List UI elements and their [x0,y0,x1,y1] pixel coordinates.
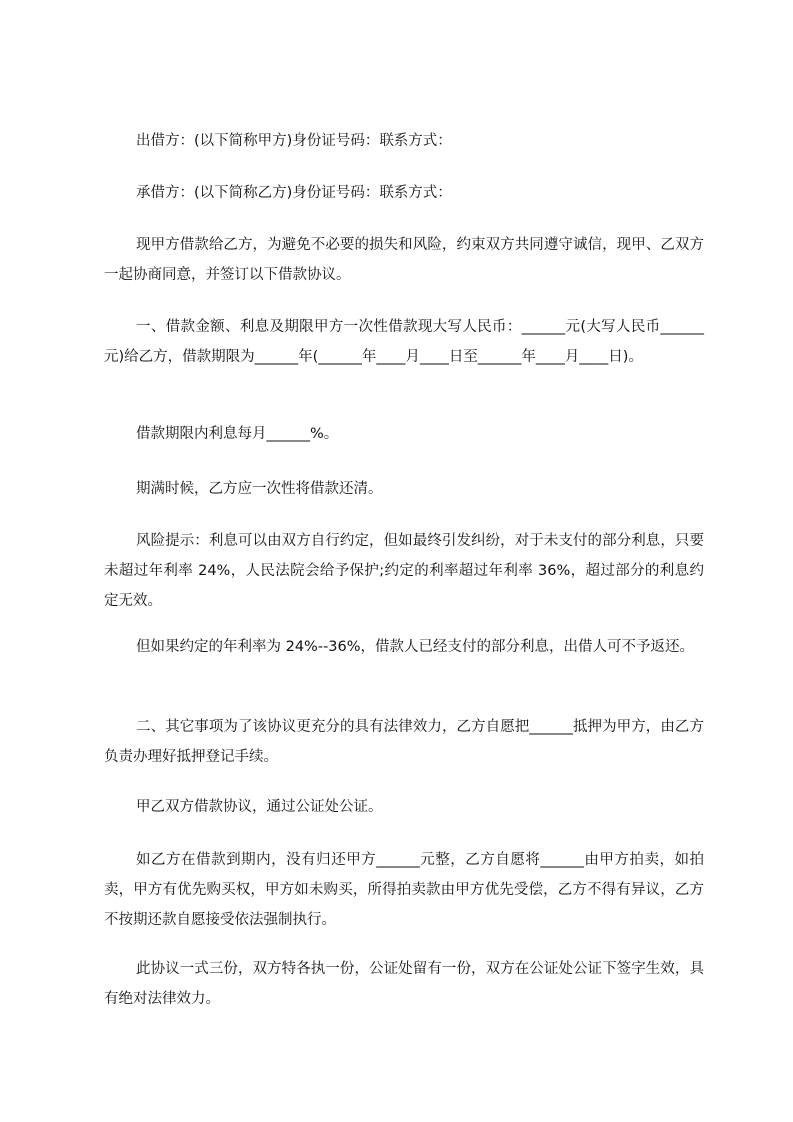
paragraph-notarization: 甲乙双方借款协议，通过公证处公证。 [136,799,383,815]
paragraph-lender: 出借方：(以下简称甲方)身份证号码：联系方式： [136,133,452,149]
paragraph-loan-amount: 一、借款金额、利息及期限甲方一次性借款现大写人民币：______元(大写人民币______元)给乙方，借款期限为______年(______年____月____日至______年____月____日)。 [104,319,704,365]
paragraph-repayment: 期满时候，乙方应一次性将借款还清。 [136,481,383,497]
paragraph-preamble: 现甲方借款给乙方，为避免不必要的损失和风险，约束双方共同遵守诚信，现甲、乙双方一起协商同意，并签订以下借款协议。 [104,237,704,283]
paragraph-interest: 借款期限内利息每月______%。 [136,426,339,442]
paragraph-copies: 此协议一式三份，双方特各执一份，公证处留有一份，双方在公证处公证下签字生效，具有绝对法律效力。 [104,961,704,1007]
paragraph-interest-rate-range: 但如果约定的年利率为 24%--36%，借款人已经支付的部分利息，出借人可不予返还。 [136,639,695,655]
paragraph-other-matters: 二、其它事项为了该协议更充分的具有法律效力，乙方自愿把______抵押为甲方，由乙方负责办理好抵押登记手续。 [104,719,704,765]
paragraph-risk-notice: 风险提示：利息可以由双方自行约定，但如最终引发纠纷，对于未支付的部分利息，只要未超过年利率 24%，人民法院会给予保护;约定的利率超过年利率 36%，超过部分的利息约定无效。 [104,533,704,609]
paragraph-default-auction: 如乙方在借款到期内，没有归还甲方______元整，乙方自愿将______由甲方拍卖，如拍卖，甲方有优先购买权，甲方如未购买，所得拍卖款由甲方优先受偿，乙方不得有异议，乙方不按期还款自愿接受依法强制执行。 [104,852,704,928]
paragraph-borrower: 承借方：(以下简称乙方)身份证号码：联系方式： [136,185,452,201]
